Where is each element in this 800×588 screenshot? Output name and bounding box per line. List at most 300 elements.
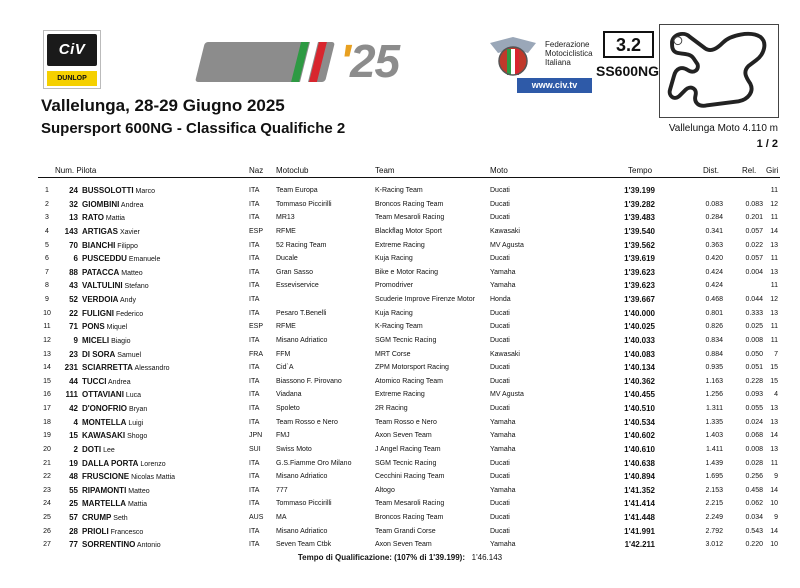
- team-cell: Promodriver: [375, 282, 414, 290]
- bike-cell: Ducati: [490, 473, 510, 481]
- lap-time-cell: 1'40.033: [624, 335, 655, 345]
- rider-name-cell: [82, 239, 138, 254]
- rider-last-name: BUSSOLOTTI: [82, 186, 134, 195]
- rider-number-cell: 231: [64, 363, 78, 373]
- team-cell: Cecchini Racing Team: [375, 473, 445, 481]
- relative-gap-cell: 0.543: [745, 527, 763, 535]
- table-row: [0, 361, 800, 375]
- header-giri: Giri: [766, 166, 779, 175]
- relative-gap-cell: 0.057: [745, 227, 763, 235]
- bike-cell: Yamaha: [490, 268, 516, 276]
- rider-number-cell: 71: [69, 322, 78, 332]
- relative-gap-cell: 0.068: [745, 432, 763, 440]
- civ-website-link[interactable]: www.civ.tv: [517, 78, 592, 93]
- gap-cell: 1.256: [705, 391, 723, 399]
- rider-name-cell: [82, 402, 147, 417]
- motoclub-cell: Team Europa: [276, 187, 318, 194]
- rider-last-name: SCIARRETTA: [82, 363, 133, 373]
- rider-number-cell: 55: [69, 485, 78, 495]
- relative-gap-cell: 0.228: [745, 377, 763, 385]
- team-cell: J Angel Racing Team: [375, 445, 441, 453]
- gap-cell: 0.884: [705, 350, 723, 358]
- gap-cell: 1.439: [705, 459, 723, 467]
- rider-first-name: Matteo: [121, 269, 143, 277]
- rider-first-name: Andrea: [108, 378, 131, 386]
- laps-cell: 13: [770, 445, 778, 453]
- nationality-cell: ITA: [249, 241, 260, 249]
- lap-time-cell: 1'39.282: [624, 199, 655, 209]
- rider-name-cell: [82, 334, 131, 349]
- relative-gap-cell: 0.025: [745, 323, 763, 331]
- nationality-cell: ITA: [249, 309, 260, 317]
- rider-first-name: Miquel: [106, 324, 128, 332]
- bike-cell: Ducati: [490, 514, 510, 521]
- position-cell: 3: [45, 214, 49, 222]
- table-row: [0, 388, 800, 402]
- gap-cell: 1.311: [706, 405, 723, 412]
- relative-gap-cell: 0.256: [745, 473, 763, 481]
- header-tempo: Tempo: [628, 166, 653, 175]
- rider-first-name: Marco: [135, 188, 155, 195]
- laps-cell: 10: [770, 541, 778, 549]
- rider-last-name: RIPAMONTI: [82, 485, 127, 495]
- team-cell: ZPM Motorsport Racing: [375, 364, 449, 372]
- rider-first-name: Luca: [125, 392, 142, 400]
- page-number: 1 / 2: [756, 138, 778, 150]
- motoclub-cell: MR13: [276, 214, 295, 222]
- team-cell: Altogo: [375, 486, 395, 494]
- bike-cell: Ducati: [490, 500, 510, 508]
- nationality-cell: FRA: [249, 350, 263, 358]
- position-cell: 21: [43, 459, 51, 467]
- lap-time-cell: 1'39.483: [624, 213, 655, 223]
- motoclub-cell: Esseviservice: [276, 282, 319, 290]
- gap-cell: 1.411: [706, 445, 723, 453]
- rider-first-name: Shogo: [127, 433, 148, 441]
- position-cell: 2: [45, 200, 49, 208]
- rider-last-name: RATO: [82, 213, 104, 223]
- team-cell: Extreme Racing: [375, 391, 425, 399]
- gap-cell: 3.012: [705, 541, 723, 549]
- table-row: [0, 402, 800, 416]
- rider-number-cell: 25: [69, 499, 78, 509]
- motoclub-cell: Spoleto: [276, 405, 300, 412]
- rider-number-cell: 6: [73, 254, 78, 264]
- position-cell: 1: [45, 187, 49, 194]
- lap-time-cell: 1'39.540: [624, 226, 655, 236]
- gap-cell: 0.468: [705, 296, 723, 303]
- laps-cell: 14: [770, 527, 778, 535]
- rider-number-cell: 48: [69, 472, 78, 482]
- bike-cell: Ducati: [490, 336, 510, 344]
- team-cell: Broncos Racing Team: [375, 200, 444, 208]
- lap-time-cell: 1'41.448: [624, 513, 655, 522]
- laps-cell: 13: [770, 268, 778, 276]
- rider-first-name: Alessandro: [134, 365, 170, 373]
- laps-cell: 13: [770, 309, 778, 317]
- lap-time-cell: 1'41.414: [624, 499, 655, 509]
- results-table: [0, 184, 800, 552]
- gap-cell: 0.284: [705, 214, 723, 222]
- nationality-cell: ITA: [249, 391, 260, 399]
- nationality-cell: ITA: [249, 282, 260, 290]
- gap-cell: 1.335: [705, 418, 723, 426]
- header-naz: Naz: [249, 166, 264, 175]
- gap-cell: 0.834: [705, 336, 723, 344]
- rider-first-name: Mattia: [105, 215, 125, 223]
- team-cell: Team Rosso e Nero: [375, 418, 437, 426]
- lap-time-cell: 1'40.510: [624, 404, 655, 413]
- nationality-cell: ITA: [249, 187, 260, 194]
- position-cell: 20: [43, 445, 51, 453]
- rider-number-cell: 42: [69, 404, 78, 413]
- rider-first-name: Francesco: [110, 528, 144, 536]
- table-row: [0, 266, 800, 280]
- rider-name-cell: [82, 361, 170, 376]
- rider-first-name: Federico: [115, 310, 144, 318]
- table-row: [0, 184, 800, 198]
- table-row: [0, 457, 800, 471]
- nationality-cell: ITA: [249, 500, 260, 508]
- header-team: Team: [375, 166, 395, 175]
- rider-name-cell: [82, 293, 136, 308]
- motoclub-cell: Tommaso Piccirilli: [276, 200, 332, 208]
- nationality-cell: ITA: [249, 405, 260, 412]
- motoclub-cell: Swiss Moto: [276, 445, 312, 453]
- relative-gap-cell: 0.050: [745, 350, 763, 358]
- lap-time-cell: 1'40.083: [624, 349, 655, 359]
- laps-cell: 14: [770, 432, 778, 440]
- motoclub-cell: FFM: [276, 350, 291, 358]
- rider-first-name: Antonio: [136, 542, 161, 550]
- table-row: [0, 484, 800, 498]
- gap-cell: 0.363: [705, 241, 723, 249]
- rider-number-cell: 19: [69, 458, 78, 468]
- header-dist: Dist.: [703, 166, 719, 175]
- class-code: SS600NG: [596, 63, 660, 79]
- lap-time-cell: 1'39.667: [624, 295, 655, 304]
- table-row: [0, 307, 800, 321]
- rider-number-cell: 9: [73, 335, 78, 345]
- team-cell: K-Racing Team: [375, 323, 423, 331]
- table-row: [0, 239, 800, 253]
- team-cell: Kuja Racing: [375, 255, 413, 263]
- rider-name-cell: [82, 266, 143, 281]
- lap-time-cell: 1'39.623: [624, 281, 655, 291]
- rider-last-name: DALLA PORTA: [82, 458, 139, 468]
- bike-cell: Ducati: [490, 255, 510, 263]
- bike-cell: Yamaha: [490, 418, 516, 426]
- table-row: [0, 225, 800, 239]
- position-cell: 11: [43, 323, 51, 331]
- rider-name-cell: [82, 497, 147, 512]
- track-map-icon: [659, 24, 779, 118]
- motoclub-cell: Misano Adriatico: [276, 527, 328, 535]
- lap-time-cell: 1'41.352: [624, 485, 655, 495]
- header-motoclub: Motoclub: [276, 166, 309, 175]
- position-cell: 22: [43, 473, 51, 481]
- motoclub-cell: Seven Team Ctbk: [276, 541, 332, 549]
- team-cell: Team Mesaroli Racing: [375, 214, 445, 222]
- table-row: [0, 443, 800, 457]
- position-cell: 5: [45, 241, 49, 249]
- nationality-cell: ESP: [249, 227, 264, 235]
- rider-first-name: Biagio: [111, 337, 131, 345]
- bike-cell: Kawasaki: [490, 350, 520, 358]
- rider-last-name: PRIOLI: [82, 526, 109, 536]
- session-code: 3.2: [603, 31, 654, 58]
- motoclub-cell: RFME: [276, 323, 296, 331]
- position-cell: 17: [43, 405, 51, 412]
- rider-last-name: CRUMP: [82, 513, 112, 522]
- team-cell: Team Grandi Corse: [375, 527, 436, 535]
- nationality-cell: JPN: [249, 432, 263, 440]
- rider-name-cell: [82, 484, 150, 499]
- bike-cell: Yamaha: [490, 541, 516, 549]
- nationality-cell: ITA: [249, 486, 260, 494]
- nationality-cell: ESP: [249, 323, 264, 331]
- rider-first-name: Seth: [113, 515, 128, 522]
- rider-last-name: FULIGNI: [82, 308, 114, 318]
- rider-number-cell: 88: [69, 267, 78, 277]
- laps-cell: 9: [774, 514, 778, 521]
- rider-name-cell: [82, 375, 131, 390]
- rider-first-name: Samuel: [117, 351, 142, 359]
- nationality-cell: ITA: [249, 214, 260, 222]
- team-cell: Atomico Racing Team: [375, 377, 443, 385]
- qualification-time-note: Tempo di Qualificazione: (107% di 1'39.199): 1'46.143: [297, 553, 503, 562]
- nationality-cell: ITA: [249, 336, 260, 344]
- rider-first-name: Nicolas Mattia: [131, 474, 176, 482]
- rider-name-cell: [82, 443, 115, 458]
- rider-last-name: D'ONOFRIO: [82, 404, 128, 413]
- relative-gap-cell: 0.051: [745, 364, 763, 372]
- lap-time-cell: 1'40.362: [624, 376, 655, 386]
- rider-number-cell: 28: [69, 526, 78, 536]
- bike-cell: Kawasaki: [490, 227, 520, 235]
- lap-time-cell: 1'39.199: [624, 186, 655, 195]
- motoclub-cell: G.S.Fiamme Oro Milano: [276, 459, 352, 467]
- team-cell: Scuderie Improve Firenze Motor: [375, 296, 475, 303]
- bike-cell: Yamaha: [490, 445, 516, 453]
- motoclub-cell: Ducale: [276, 255, 298, 263]
- nationality-cell: ITA: [249, 296, 260, 303]
- rider-last-name: FRUSCIONE: [82, 472, 130, 482]
- rider-first-name: Lee: [103, 446, 115, 454]
- nationality-cell: ITA: [249, 255, 260, 263]
- nationality-cell: ITA: [249, 268, 260, 276]
- rider-last-name: ARTIGAS: [82, 226, 118, 236]
- rider-first-name: Bryan: [128, 406, 148, 413]
- relative-gap-cell: 0.333: [745, 309, 763, 317]
- rider-name-cell: [82, 538, 161, 553]
- relative-gap-cell: 0.055: [745, 405, 763, 412]
- table-row: [0, 279, 800, 293]
- laps-cell: 14: [770, 486, 778, 494]
- motoclub-cell: Gran Sasso: [276, 268, 313, 276]
- rider-name-cell: [82, 511, 128, 526]
- bike-cell: Ducati: [490, 309, 510, 317]
- laps-cell: 11: [770, 255, 778, 263]
- relative-gap-cell: 0.004: [745, 268, 763, 276]
- table-row: [0, 348, 800, 362]
- gap-cell: 1.163: [705, 377, 723, 385]
- italian-flag-stripe-icon: [291, 42, 327, 82]
- header-moto: Moto: [490, 166, 508, 175]
- rider-first-name: Andrea: [120, 201, 144, 209]
- lap-time-cell: 1'40.455: [624, 390, 655, 400]
- bike-cell: Ducati: [490, 187, 510, 194]
- bike-cell: Ducati: [490, 405, 510, 412]
- rider-name-cell: [82, 320, 127, 335]
- gap-cell: 0.424: [705, 282, 723, 290]
- civ-year: '25: [340, 35, 400, 87]
- position-cell: 26: [43, 527, 51, 535]
- bike-cell: Ducati: [490, 364, 510, 372]
- bike-cell: Ducati: [490, 459, 510, 467]
- laps-cell: 14: [770, 227, 778, 235]
- rider-last-name: SORRENTINO: [82, 540, 136, 550]
- laps-cell: 13: [770, 405, 778, 412]
- relative-gap-cell: 0.008: [745, 445, 763, 453]
- position-cell: 10: [43, 309, 51, 317]
- header-rel: Rel.: [742, 166, 757, 175]
- gap-cell: 2.249: [705, 514, 723, 521]
- bike-cell: Ducati: [490, 377, 510, 385]
- nationality-cell: ITA: [249, 527, 260, 535]
- lap-time-cell: 1'41.991: [624, 526, 655, 536]
- rider-last-name: MONTELLA: [82, 417, 127, 427]
- rider-name-cell: [82, 211, 125, 226]
- rider-first-name: Filippo: [117, 242, 138, 250]
- relative-gap-cell: 0.201: [745, 214, 763, 222]
- motoclub-cell: Cid`A: [276, 364, 294, 372]
- gap-cell: 0.826: [705, 323, 723, 331]
- rider-last-name: MICELI: [82, 335, 110, 345]
- rider-name-cell: [82, 198, 143, 213]
- laps-cell: 12: [770, 296, 778, 303]
- rider-name-cell: [82, 470, 175, 485]
- relative-gap-cell: 0.062: [745, 500, 763, 508]
- laps-cell: 13: [770, 241, 778, 249]
- rider-first-name: Lorenzo: [140, 460, 166, 468]
- rider-number-cell: 52: [69, 295, 78, 304]
- rider-last-name: KAWASAKI: [82, 431, 126, 441]
- position-cell: 23: [43, 486, 51, 494]
- rider-first-name: Xavier: [119, 228, 140, 236]
- lap-time-cell: 1'40.025: [624, 322, 655, 332]
- lap-time-cell: 1'42.211: [624, 540, 655, 550]
- table-row: [0, 252, 800, 266]
- position-cell: 7: [45, 268, 49, 276]
- rider-name-cell: [82, 429, 147, 444]
- rider-first-name: Emanuele: [128, 256, 161, 264]
- rider-name-cell: [82, 279, 149, 294]
- team-cell: Kuja Racing: [375, 309, 413, 317]
- rider-number-cell: 24: [69, 186, 78, 195]
- table-row: [0, 511, 800, 525]
- table-row: [0, 429, 800, 443]
- lap-time-cell: 1'40.000: [624, 308, 655, 318]
- lap-time-cell: 1'40.610: [624, 444, 655, 454]
- rider-name-cell: [82, 307, 143, 322]
- rider-number-cell: 57: [69, 513, 78, 522]
- rider-first-name: Luigi: [128, 419, 144, 427]
- gap-cell: 2.215: [705, 500, 723, 508]
- laps-cell: 11: [770, 336, 778, 344]
- rider-name-cell: [82, 457, 166, 472]
- position-cell: 4: [45, 227, 49, 235]
- position-cell: 14: [43, 364, 51, 372]
- rider-first-name: Matteo: [128, 487, 150, 495]
- team-cell: Extreme Racing: [375, 241, 425, 249]
- table-row: [0, 416, 800, 430]
- lap-time-cell: 1'40.534: [624, 417, 655, 427]
- table-row: [0, 525, 800, 539]
- team-cell: Bike e Motor Racing: [375, 268, 439, 276]
- position-cell: 12: [43, 336, 51, 344]
- rider-last-name: OTTAVIANI: [82, 390, 124, 400]
- civ-brand-logo: [195, 42, 335, 82]
- rider-first-name: Andy: [120, 297, 136, 304]
- relative-gap-cell: 0.022: [745, 241, 763, 249]
- nationality-cell: SUI: [249, 445, 261, 453]
- rider-name-cell: [82, 184, 155, 199]
- rider-last-name: GIOMBINI: [82, 199, 120, 209]
- rider-last-name: BIANCHI: [82, 240, 116, 250]
- table-row: [0, 334, 800, 348]
- laps-cell: 11: [770, 323, 778, 331]
- header-num-pilota: Num. Pilota: [55, 166, 97, 175]
- rider-last-name: MARTELLA: [82, 499, 126, 509]
- laps-cell: 11: [770, 459, 778, 467]
- position-cell: 24: [43, 500, 51, 508]
- table-row: [0, 375, 800, 389]
- rider-name-cell: [82, 252, 160, 267]
- table-row: [0, 198, 800, 212]
- rider-number-cell: 22: [69, 308, 78, 318]
- team-cell: Axon Seven Team: [375, 541, 432, 549]
- bike-cell: Ducati: [490, 323, 510, 331]
- nationality-cell: AUS: [249, 514, 264, 521]
- civ-logo-mark: CiV: [47, 34, 97, 66]
- position-cell: 16: [43, 391, 51, 399]
- relative-gap-cell: 0.458: [745, 486, 763, 494]
- motoclub-cell: Misano Adriatico: [276, 473, 328, 481]
- position-cell: 6: [45, 255, 49, 263]
- motoclub-cell: Tommaso Piccirilli: [276, 500, 332, 508]
- gap-cell: 0.801: [705, 309, 723, 317]
- bike-cell: Ducati: [490, 214, 510, 222]
- table-row: [0, 320, 800, 334]
- gap-cell: 0.420: [705, 255, 723, 263]
- rider-number-cell: 143: [64, 226, 78, 236]
- table-row: [0, 293, 800, 307]
- nationality-cell: ITA: [249, 541, 260, 549]
- motoclub-cell: 52 Racing Team: [276, 241, 327, 249]
- laps-cell: 15: [770, 364, 778, 372]
- motoclub-cell: Pesaro T.Benelli: [276, 309, 327, 317]
- rider-number-cell: 2: [73, 444, 78, 454]
- lap-time-cell: 1'39.619: [624, 254, 655, 264]
- nationality-cell: ITA: [249, 473, 260, 481]
- position-cell: 27: [43, 541, 51, 549]
- rider-number-cell: 13: [69, 213, 78, 223]
- motoclub-cell: FMJ: [276, 432, 290, 440]
- nationality-cell: ITA: [249, 377, 260, 385]
- lap-time-cell: 1'40.134: [624, 363, 655, 373]
- team-cell: SGM Tecnic Racing: [375, 459, 437, 467]
